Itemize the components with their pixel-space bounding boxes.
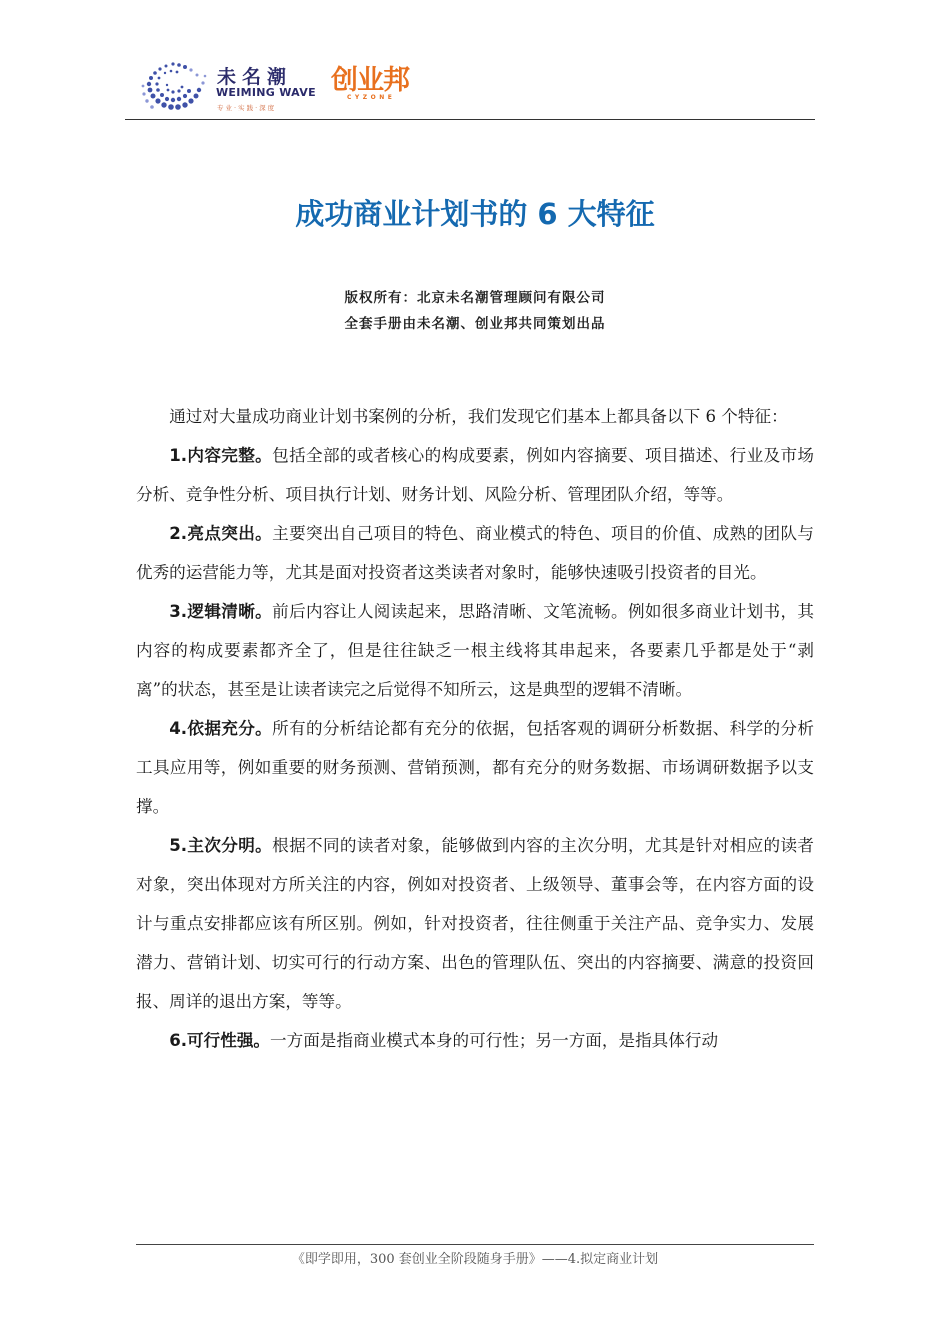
feature-heading: 3.逻辑清晰。 bbox=[169, 602, 273, 621]
page-footer: 《即学即用，300 套创业全阶段随身手册》——4.拟定商业计划 bbox=[291, 1252, 659, 1267]
cyzone-brand-name-en: CYZONE bbox=[347, 94, 396, 101]
paragraph-text: 通过对大量成功商业计划书案例的分析，我们发现它们基本上都具备以下 6 个特征： bbox=[169, 407, 788, 426]
feature-paragraph-1 bbox=[136, 436, 814, 514]
cyzone-brand-name: 创业邦 bbox=[331, 65, 409, 96]
weiming-brand-name-en: WEIMING WAVE bbox=[216, 86, 316, 99]
feature-paragraph-2 bbox=[136, 514, 814, 592]
intro-paragraph bbox=[136, 397, 814, 436]
publisher-line: 全套手册由未名潮、创业邦共同策划出品 bbox=[344, 316, 606, 332]
footer-divider bbox=[136, 1244, 814, 1245]
paragraph-text: 根据不同的读者对象，能够做到内容的主次分明，尤其是针对相应的读者对象，突出体现对方所关注的内容，例如对投资者、上级领导、董事会等，在内容方面的设计与重点安排都应该有所区别。例如，针对投资者，往往侧重于关注产品、竞争实力、发展潜力、营销计划、切实可行的行动方案、出色的管理队伍、突出的内容摘要、满意的投资回报、周详的退出方案，等等。 bbox=[136, 836, 815, 1011]
header-divider bbox=[125, 119, 815, 120]
feature-heading: 2.亮点突出。 bbox=[169, 524, 273, 543]
feature-paragraph-4 bbox=[136, 709, 814, 826]
feature-paragraph-6 bbox=[136, 1021, 814, 1060]
copyright-line: 版权所有：北京未名潮管理顾问有限公司 bbox=[344, 290, 606, 306]
weiming-brand-name: 未名潮 bbox=[217, 66, 293, 88]
paragraph-text: 一方面是指商业模式本身的可行性；另一方面，是指具体行动 bbox=[270, 1031, 719, 1050]
feature-heading: 5.主次分明。 bbox=[169, 836, 273, 855]
document-title: 成功商业计划书的 6 大特征 bbox=[295, 197, 655, 231]
paragraph-text: 前后内容让人阅读起来，思路清晰、文笔流畅。例如很多商业计划书，其内容的构成要素都齐全了，但是往往缺乏一根主线将其串起来，各要素几乎都是处于“剥离”的状态，甚至是让读者读完之后觉得不知所云，这是典型的逻辑不清晰。 bbox=[136, 602, 815, 699]
page-header bbox=[125, 48, 815, 120]
feature-heading: 1.内容完整。 bbox=[169, 446, 273, 465]
feature-heading: 4.依据充分。 bbox=[169, 719, 273, 738]
document-body bbox=[136, 397, 814, 1060]
weiming-wave-logo-icon bbox=[133, 56, 211, 114]
paragraph-text: 所有的分析结论都有充分的依据，包括客观的调研分析数据、科学的分析工具应用等，例如重要的财务预测、营销预测，都有充分的财务数据、市场调研数据予以支撑。 bbox=[136, 719, 815, 816]
paragraph-text: 主要突出自己项目的特色、商业模式的特色、项目的价值、成熟的团队与优秀的运营能力等，尤其是面对投资者这类读者对象时，能够快速吸引投资者的目光。 bbox=[136, 524, 815, 582]
feature-paragraph-3 bbox=[136, 592, 814, 709]
paragraph-text: 包括全部的或者核心的构成要素，例如内容摘要、项目描述、行业及市场分析、竞争性分析、项目执行计划、财务计划、风险分析、管理团队介绍，等等。 bbox=[136, 446, 815, 504]
feature-paragraph-5 bbox=[136, 826, 814, 1021]
weiming-tagline: 专业·实践·深度 bbox=[217, 104, 277, 112]
feature-heading: 6.可行性强。 bbox=[169, 1031, 271, 1050]
